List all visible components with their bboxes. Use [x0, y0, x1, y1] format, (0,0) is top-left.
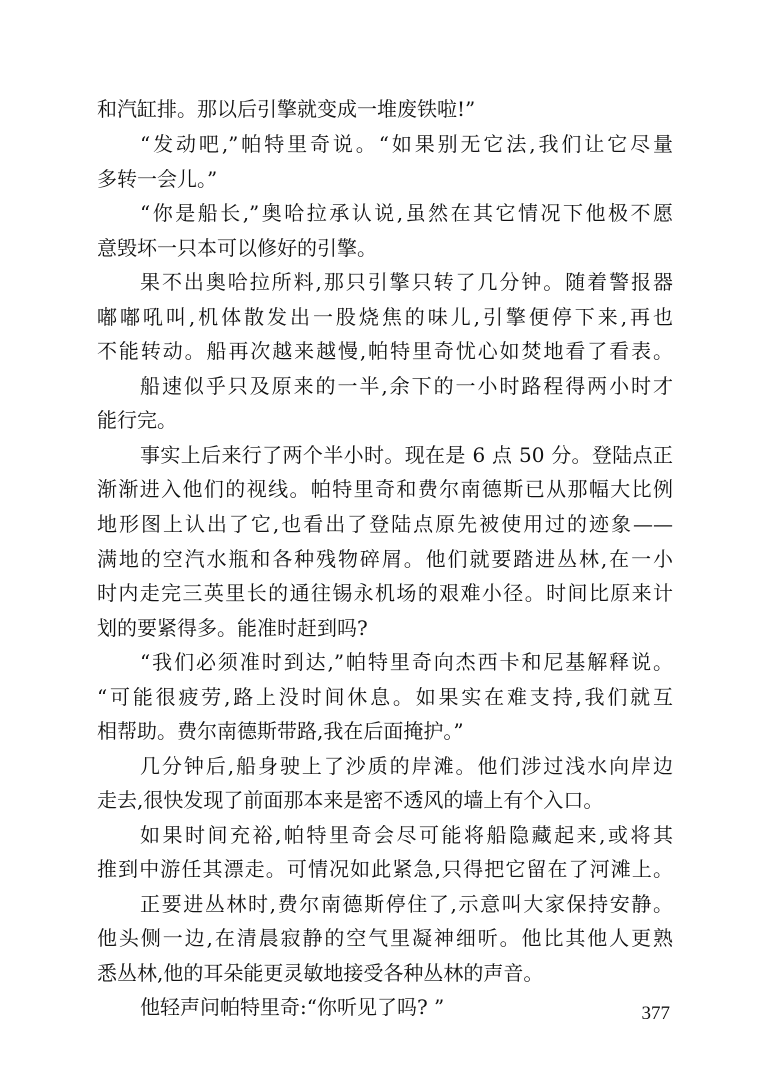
text-line: 满地的空汽水瓶和各种残物碎屑。他们就要踏进丛林,在一小	[97, 547, 673, 571]
text-line: 事实上后来行了两个半小时。现在是 6 点 50 分。登陆点正	[140, 443, 673, 467]
text-line: 正要进丛林时,费尔南德斯停住了,示意叫大家保持安静。	[140, 892, 673, 916]
text-line: 果不出奥哈拉所料,那只引擎只转了几分钟。随着警报器	[140, 270, 673, 294]
text-line: 多转一会儿。”	[97, 167, 218, 191]
text-line: “可能很疲劳,路上没时间休息。如果实在难支持,我们就互	[97, 685, 673, 709]
text-line: 几分钟后,船身驶上了沙质的岸滩。他们涉过浅水向岸边	[140, 754, 673, 778]
text-line: 走去,很快发现了前面那本来是密不透风的墙上有个入口。	[97, 788, 604, 812]
text-line: 地形图上认出了它,也看出了登陆点原先被使用过的迹象——	[97, 512, 673, 536]
text-line: 嘟嘟吼叫,机体散发出一股烧焦的味儿,引擎便停下来,再也	[97, 305, 673, 329]
text-line: 他头侧一边,在清晨寂静的空气里凝神细听。他比其他人更熟	[97, 926, 673, 950]
text-line: 渐渐进入他们的视线。帕特里奇和费尔南德斯已从那幅大比例	[97, 477, 673, 501]
text-line: 能行完。	[97, 408, 177, 432]
text-line: 时内走完三英里长的通往锡永机场的艰难小径。时间比原来计	[97, 581, 673, 605]
text-line: 相帮助。费尔南德斯带路,我在后面掩护。”	[97, 719, 464, 743]
text-line: 如果时间充裕,帕特里奇会尽可能将船隐藏起来,或将其	[140, 823, 673, 847]
text-line: 悉丛林,他的耳朵能更灵敏地接受各种丛林的声音。	[97, 961, 544, 985]
text-line: 推到中游任其漂走。可情况如此紧急,只得把它留在了河滩上。	[97, 857, 673, 881]
text-line: 划的要紧得多。能准时赶到吗?	[97, 616, 368, 640]
text-line: 和汽缸排。那以后引擎就变成一堆废铁啦!”	[97, 97, 476, 121]
text-line: 意毁坏一只本可以修好的引擎。	[97, 236, 377, 260]
text-line: 他轻声问帕特里奇:“你听见了吗? ”	[140, 995, 445, 1019]
text-line: “发动吧,”帕特里奇说。“如果别无它法,我们让它尽量	[140, 132, 673, 156]
text-line: 不能转动。船再次越来越慢,帕特里奇忧心如焚地看了看表。	[97, 339, 673, 363]
page-number: 377	[641, 1003, 670, 1024]
text-line: 船速似乎只及原来的一半,余下的一小时路程得两小时才	[140, 374, 673, 398]
text-line: “你是船长,”奥哈拉承认说,虽然在其它情况下他极不愿	[140, 201, 673, 225]
text-line: “我们必须准时到达,”帕特里奇向杰西卡和尼基解释说。	[140, 650, 673, 674]
